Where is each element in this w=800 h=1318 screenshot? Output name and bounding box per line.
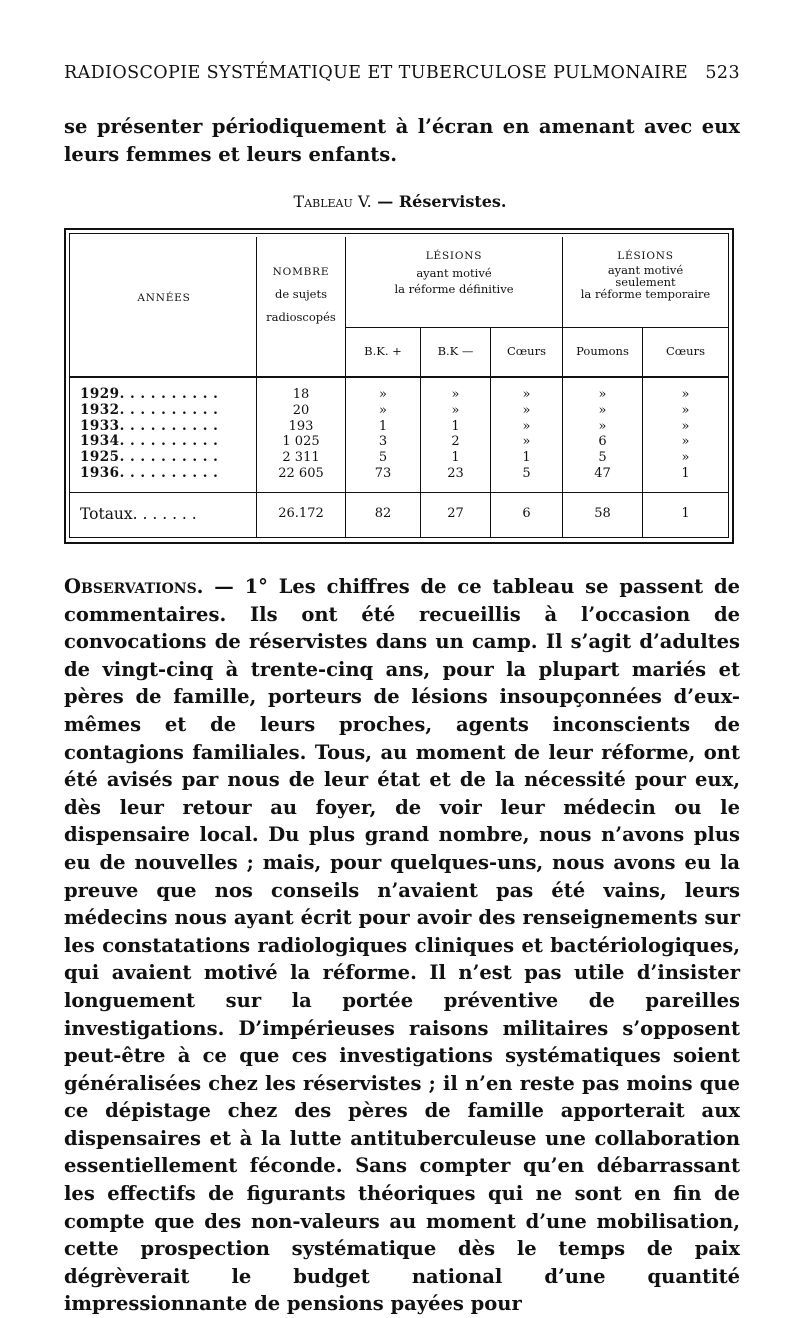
- header-lesions-def-line2: ayant motivé: [416, 265, 492, 280]
- cell-bk-plus: 5: [378, 450, 388, 466]
- cell-nombre: 18: [292, 387, 310, 402]
- cell-year: 1936. . . . . . . . . .: [80, 465, 219, 481]
- cell-bk-minus: 1: [451, 418, 460, 434]
- cell-bk-plus: 3: [378, 434, 388, 450]
- cell-year: 1933. . . . . . . . . .: [80, 417, 219, 434]
- observations-paragraph: [64, 573, 740, 1318]
- table-caption-title: Réservistes.: [398, 192, 507, 211]
- cell-nombre: 2 311: [282, 450, 320, 466]
- cell-coeurs-def: »: [522, 402, 531, 418]
- cell-year: 1925. . . . . . . . . .: [80, 449, 219, 466]
- cell-coeurs-temp: »: [681, 434, 690, 450]
- cell-nombre: 193: [288, 418, 314, 434]
- cell-coeurs-def: »: [522, 434, 531, 450]
- header-lesions-temp-line2: ayant motivé: [607, 263, 684, 277]
- cell-coeurs-def: »: [522, 387, 531, 402]
- cell-poumons: 6: [598, 434, 607, 450]
- totals-bk-minus: 27: [447, 506, 464, 521]
- header-lesions-def-line1: LÉSIONS: [425, 250, 483, 262]
- cell-nombre: 20: [292, 402, 310, 418]
- cell-poumons: 5: [598, 450, 607, 466]
- cell-bk-plus: »: [379, 402, 387, 418]
- cell-bk-minus: »: [451, 387, 460, 402]
- cell-poumons: »: [598, 418, 607, 434]
- header-nombre-line2: de sujets: [274, 286, 328, 301]
- cell-nombre: 1 025: [282, 434, 320, 450]
- subheader-bk-plus: B.K. +: [364, 344, 402, 358]
- header-lesions-temporaire: [563, 250, 728, 300]
- cell-coeurs-temp: »: [681, 387, 690, 402]
- cell-bk-plus: 1: [378, 418, 388, 434]
- subheader-poumons: Poumons: [576, 344, 629, 358]
- cell-bk-minus: 2: [451, 434, 460, 450]
- header-nombre: [257, 266, 345, 325]
- subheader-coeurs-temp: Cœurs: [666, 344, 705, 358]
- observations-label: Observations.: [64, 575, 204, 598]
- cell-bk-minus: »: [451, 402, 460, 418]
- cell-poumons: »: [598, 402, 607, 418]
- cell-year: 1932. . . . . . . . . .: [80, 401, 219, 418]
- cell-coeurs-temp: 1: [681, 466, 690, 481]
- header-lesions-def-line3: la réforme définitive: [394, 282, 514, 296]
- cell-bk-plus: »: [379, 387, 387, 402]
- cell-poumons: 47: [594, 466, 611, 481]
- cell-year: 1934. . . . . . . . . .: [80, 433, 219, 450]
- totals-bk-plus: 82: [374, 506, 392, 521]
- cell-poumons: »: [598, 387, 607, 402]
- cell-coeurs-def: 1: [522, 450, 531, 466]
- totals-label: Totaux. . . . . . .: [80, 505, 197, 523]
- subheader-bk-minus: B.K —: [437, 344, 474, 358]
- header-annees: ANNÉES: [137, 292, 191, 304]
- cell-coeurs-def: 5: [522, 466, 531, 481]
- cell-coeurs-temp: »: [681, 418, 690, 434]
- intro-paragraph: se présenter périodiquement à l’écran en amenant avec eux leurs femmes et leurs enfants.: [64, 115, 740, 166]
- header-lesions-temp-line3: seulement: [615, 275, 676, 289]
- running-head-title: RADIOSCOPIE SYSTÉMATIQUE ET TUBERCULOSE PULMONAIRE: [64, 63, 689, 83]
- cell-nombre: 22 605: [278, 466, 324, 481]
- cell-year: 1929. . . . . . . . . .: [80, 386, 219, 402]
- table-caption-label: Tableau V.: [293, 192, 372, 211]
- cell-coeurs-def: »: [522, 418, 531, 434]
- table-caption-separator: —: [371, 192, 399, 211]
- cell-coeurs-temp: »: [681, 402, 690, 418]
- header-lesions-temp-line4: la réforme temporaire: [580, 287, 711, 301]
- cell-bk-minus: 1: [451, 450, 460, 466]
- subheader-coeurs-def: Cœurs: [507, 344, 546, 358]
- totals-nombre: 26.172: [278, 506, 324, 521]
- observations-text: — 1° Les chiffres de ce tableau se passent de commentaires. Ils ont été recueillis à l’occasion de convocations de réservistes dans un camp. Il s’agit d’adultes de vingt-cinq à trente-cinq ans, pour la plupart mariés et pères de famille, porteurs de lésions insoupçonnées d’eux-mêmes et de leurs proches, agents inconscients de contagions familiales. Tous, au moment de leur réforme, ont été avisés par nous de leur état et de la nécessité pour eux, dès leur retour au foyer, de voir leur médecin ou le dispensaire local. Du plus grand nombre, nous n’avons plus eu de nouvelles ; mais, pour quelques-uns, nous avons eu la preuve que nos conseils n’avaient pas été vains, leurs médecins nous ayant écrit pour avoir des renseignements sur les constatations radiologiques cliniques et bactériologiques, qui avaient motivé la réforme. Il n’est pas utile d’insister longuement sur la portée préventive de pareilles investigations. D’impérieuses raisons militaires s’opposent peut-être à ce que ces investigations systématiques soient généralisées chez les réservistes ; il n’en reste pas moins que ce dépistage chez des pères de famille apporterait aux dispensaires et à la lutte antituberculeuse une collaboration essentiellement féconde. Sans compter qu’en débarrassant les effectifs de figurants théoriques qui ne sont en fin de compte que des non-valeurs au moment d’une mobilisation, cette prospection systématique dès le temps de paix dégrèverait le budget national d’une quantité impressionnante de pensions payées pour: [64, 575, 740, 1316]
- header-nombre-line3: radioscopés: [266, 310, 336, 324]
- reservists-table: [0, 0, 800, 560]
- header-nombre-line1: NOMBRE: [272, 266, 330, 278]
- totals-coeurs-def: 6: [522, 506, 531, 521]
- header-lesions-definitive: [346, 250, 562, 297]
- cell-bk-minus: 23: [447, 466, 464, 481]
- cell-coeurs-temp: »: [681, 450, 690, 466]
- page-number: 523: [705, 63, 740, 83]
- cell-bk-plus: 73: [374, 466, 392, 481]
- header-lesions-temp-line1: LÉSIONS: [617, 250, 674, 262]
- totals-poumons: 58: [594, 506, 611, 521]
- totals-coeurs-temp: 1: [681, 506, 690, 521]
